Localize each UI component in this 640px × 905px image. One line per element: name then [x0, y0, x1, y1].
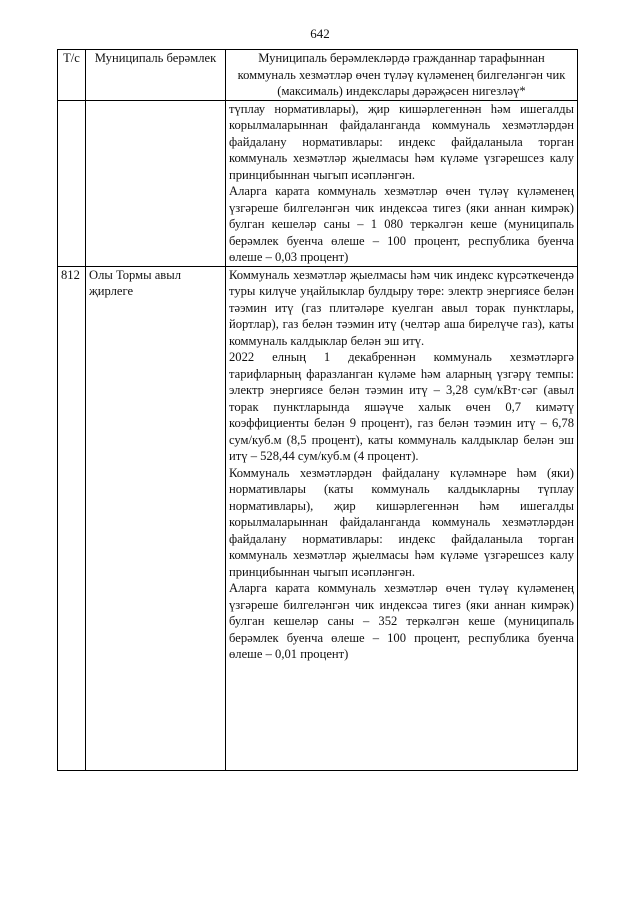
row-municipality: [86, 100, 226, 266]
row-municipality: Олы Тормы авыл җирлеге: [86, 266, 226, 770]
header-description: Муниципаль берәмлекләрдә гражданнар тарафыннан коммуналь хезмәтләр өчен түләү күләменең билгеләнгән чик (максималь) индекслары дәрәҗәсен нигезләү*: [226, 50, 578, 101]
page-number: 642: [310, 26, 330, 41]
description-paragraph: Коммуналь хезмәтләр җыелмасы һәм чик индекс күрсәткечендә туры килүче уңайлыклар булдыру төре: электр энергиясе белән тәэмин итү (газ плитәләре куелган авыл торак пунктлары, йортлар), газ белән тәэмин итү (челтәр аша бирелүче газ), каты коммуналь калдыклар белән эш итү.: [229, 267, 574, 348]
table-row: [58, 266, 578, 770]
row-number: [58, 100, 86, 266]
description-paragraph: Аларга карата коммуналь хезмәтләр өчен түләү күләменең үзгәреше билгеләнгән чик индексәа тигез (яки аннан кимрәк) булган кешеләр саны – 352 теркәлгән кеше (муниципаль берәмлек буенча өлеше – 100 процент, республика буенча өлеше – 0,01 процент): [229, 581, 574, 661]
table-row: [58, 100, 578, 266]
description-paragraph: Коммуналь хезмәтләрдән файдалану күләмнәре һәм (яки) нормативлары (каты коммуналь калдыкларны түплау нормативлары), җир кишәрлегеннән һәм ишегалды корылмаларыннан файдаланганда коммуналь хезмәтләрдән файдалану нормативлары: индекс файдаланыла торган коммуналь хезмәтләр җыелмасы һәм күләме үзгәрешсез калу принцибыннан чыгып исәпләнгән.: [229, 465, 574, 579]
row-description: [226, 266, 578, 770]
description-paragraph: 2022 елның 1 декабреннән коммуналь хезмәтләргә тарифларның фаразланган күләме һәм аларның үзгәрү темпы: электр энергиясе белән тәэмин итү – 3,28 сум/кВт·сәг (авыл торак пунктларында яшәүче халык өчен 0,7 кимәтү коэффициенты белән 9 процент), газ белән тәэмин итү – 6,78 сум/куб.м (8,5 процент), каты коммуналь калдыклар белән эш итү – 528,44 сум/куб.м (4 процент).: [229, 350, 574, 463]
table-header-row: [58, 50, 578, 101]
description-paragraph: түплау нормативлары), җир кишәрлегеннән һәм ишегалды корылмаларыннан файдаланганда коммуналь хезмәтләрдән файдалану нормативлары: индекс файдаланыла торган коммуналь хезмәтләр җыелмасы һәм күләме үзгәрешсез калу принцибыннан чыгып исәпләнгән.: [229, 101, 574, 182]
header-municipality: Муниципаль берәмлек: [86, 50, 226, 101]
header-number: Т/с: [58, 50, 86, 101]
row-number: 812: [58, 266, 86, 770]
municipal-index-table: [57, 49, 578, 771]
row-description: [226, 100, 578, 266]
description-paragraph: Аларга карата коммуналь хезмәтләр өчен түләү күләменең үзгәреше билгеләнгән чик индексәа тигез (яки аннан кимрәк) булган кешеләр саны – 1 080 теркәлгән кеше (муниципаль берәмлек буенча өлеше – 100 процент, республика буенча өлеше – 0,03 процент): [229, 184, 574, 264]
